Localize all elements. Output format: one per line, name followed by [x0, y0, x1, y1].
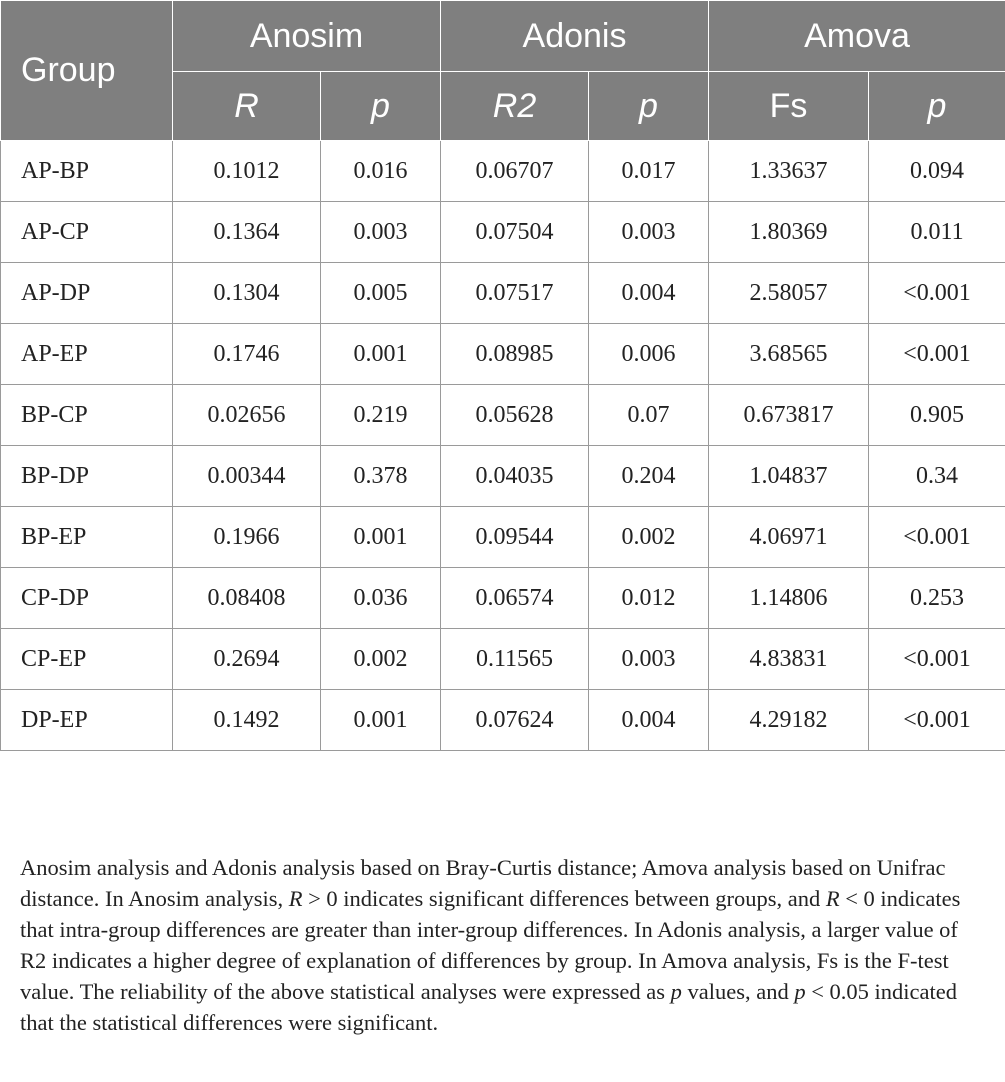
footnote-var: p [794, 979, 806, 1004]
cell-group: CP-DP [1, 568, 173, 629]
table-row [1, 690, 1005, 751]
cell-anosim-r: 0.02656 [173, 385, 321, 446]
header-group: Group [1, 1, 173, 141]
cell-adonis-r2: 0.07504 [441, 202, 589, 263]
cell-group: AP-CP [1, 202, 173, 263]
footnote-text: Anosim analysis and Adonis analysis based on Bray-Curtis distance; Amova analysis based on Unifrac distance. In Anosim analysis, [20, 855, 946, 911]
cell-anosim-p: 0.016 [321, 141, 441, 202]
footnote-var: R [825, 886, 840, 911]
cell-group: CP-EP [1, 629, 173, 690]
cell-adonis-p: 0.012 [589, 568, 709, 629]
cell-amova-p: 0.011 [869, 202, 1005, 263]
table-row [1, 385, 1005, 446]
cell-adonis-p: 0.004 [589, 263, 709, 324]
cell-adonis-p: 0.003 [589, 629, 709, 690]
header-row-main [1, 1, 1005, 72]
cell-anosim-r: 0.08408 [173, 568, 321, 629]
cell-group: AP-DP [1, 263, 173, 324]
cell-amova-p: <0.001 [869, 324, 1005, 385]
cell-adonis-r2: 0.09544 [441, 507, 589, 568]
cell-anosim-r: 0.2694 [173, 629, 321, 690]
cell-amova-p: 0.905 [869, 385, 1005, 446]
cell-amova-p: <0.001 [869, 690, 1005, 751]
table-row [1, 324, 1005, 385]
cell-anosim-p: 0.003 [321, 202, 441, 263]
header-anosim: Anosim [173, 1, 441, 72]
cell-anosim-p: 0.219 [321, 385, 441, 446]
table-body [1, 141, 1005, 751]
cell-adonis-r2: 0.04035 [441, 446, 589, 507]
cell-amova-fs: 4.83831 [709, 629, 869, 690]
header-anosim-r: R [173, 72, 321, 141]
cell-amova-p: <0.001 [869, 629, 1005, 690]
cell-amova-p: <0.001 [869, 263, 1005, 324]
footnote-text: < 0.05 indicated that the statistical differences were significant. [20, 979, 957, 1035]
cell-anosim-p: 0.005 [321, 263, 441, 324]
cell-adonis-r2: 0.05628 [441, 385, 589, 446]
cell-amova-p: 0.253 [869, 568, 1005, 629]
cell-anosim-p: 0.036 [321, 568, 441, 629]
cell-anosim-r: 0.1304 [173, 263, 321, 324]
cell-group: AP-BP [1, 141, 173, 202]
cell-group: DP-EP [1, 690, 173, 751]
cell-amova-fs: 0.673817 [709, 385, 869, 446]
cell-adonis-r2: 0.07517 [441, 263, 589, 324]
cell-anosim-r: 0.00344 [173, 446, 321, 507]
cell-adonis-p: 0.204 [589, 446, 709, 507]
cell-anosim-p: 0.002 [321, 629, 441, 690]
cell-amova-fs: 2.58057 [709, 263, 869, 324]
footnote-var: R [288, 886, 303, 911]
header-adonis-r2: R2 [441, 72, 589, 141]
cell-amova-fs: 4.29182 [709, 690, 869, 751]
table-row [1, 263, 1005, 324]
cell-amova-fs: 1.80369 [709, 202, 869, 263]
table-row [1, 507, 1005, 568]
header-adonis-p: p [589, 72, 709, 141]
table-row [1, 141, 1005, 202]
cell-anosim-r: 0.1364 [173, 202, 321, 263]
footnote-text: < 0 indicates that intra-group differences are greater than inter-group differences. In Adonis analysis, a larger value of R2 indicates a higher degree of explanation of differences by group. In Amova analysis, Fs is the F-test value. The reliability of the above statistical analyses were expressed as [20, 886, 961, 1004]
cell-group: BP-CP [1, 385, 173, 446]
header-amova-fs: Fs [709, 72, 869, 141]
header-amova: Amova [709, 1, 1005, 72]
header-anosim-p: p [321, 72, 441, 141]
cell-anosim-p: 0.001 [321, 507, 441, 568]
cell-adonis-p: 0.07 [589, 385, 709, 446]
cell-amova-p: 0.094 [869, 141, 1005, 202]
table-row [1, 568, 1005, 629]
cell-adonis-r2: 0.06707 [441, 141, 589, 202]
cell-anosim-r: 0.1012 [173, 141, 321, 202]
cell-adonis-p: 0.003 [589, 202, 709, 263]
cell-adonis-p: 0.002 [589, 507, 709, 568]
cell-anosim-r: 0.1746 [173, 324, 321, 385]
cell-group: BP-DP [1, 446, 173, 507]
table-row [1, 202, 1005, 263]
cell-amova-fs: 1.33637 [709, 141, 869, 202]
cell-adonis-r2: 0.11565 [441, 629, 589, 690]
cell-amova-fs: 1.14806 [709, 568, 869, 629]
cell-amova-fs: 3.68565 [709, 324, 869, 385]
footnote-text: values, and [681, 979, 795, 1004]
cell-group: BP-EP [1, 507, 173, 568]
cell-anosim-p: 0.378 [321, 446, 441, 507]
table-row [1, 629, 1005, 690]
cell-amova-fs: 1.04837 [709, 446, 869, 507]
cell-anosim-r: 0.1966 [173, 507, 321, 568]
cell-adonis-r2: 0.08985 [441, 324, 589, 385]
footnote-text: > 0 indicates significant differences between groups, and [302, 886, 826, 911]
cell-anosim-p: 0.001 [321, 690, 441, 751]
cell-adonis-p: 0.004 [589, 690, 709, 751]
header-amova-p: p [869, 72, 1005, 141]
cell-anosim-p: 0.001 [321, 324, 441, 385]
cell-adonis-p: 0.006 [589, 324, 709, 385]
cell-adonis-p: 0.017 [589, 141, 709, 202]
cell-adonis-r2: 0.06574 [441, 568, 589, 629]
cell-adonis-r2: 0.07624 [441, 690, 589, 751]
cell-amova-p: <0.001 [869, 507, 1005, 568]
footnote-var: p [670, 979, 682, 1004]
cell-anosim-r: 0.1492 [173, 690, 321, 751]
cell-group: AP-EP [1, 324, 173, 385]
table-row [1, 446, 1005, 507]
header-adonis: Adonis [441, 1, 709, 72]
cell-amova-fs: 4.06971 [709, 507, 869, 568]
table-footnote [20, 852, 980, 1038]
cell-amova-p: 0.34 [869, 446, 1005, 507]
